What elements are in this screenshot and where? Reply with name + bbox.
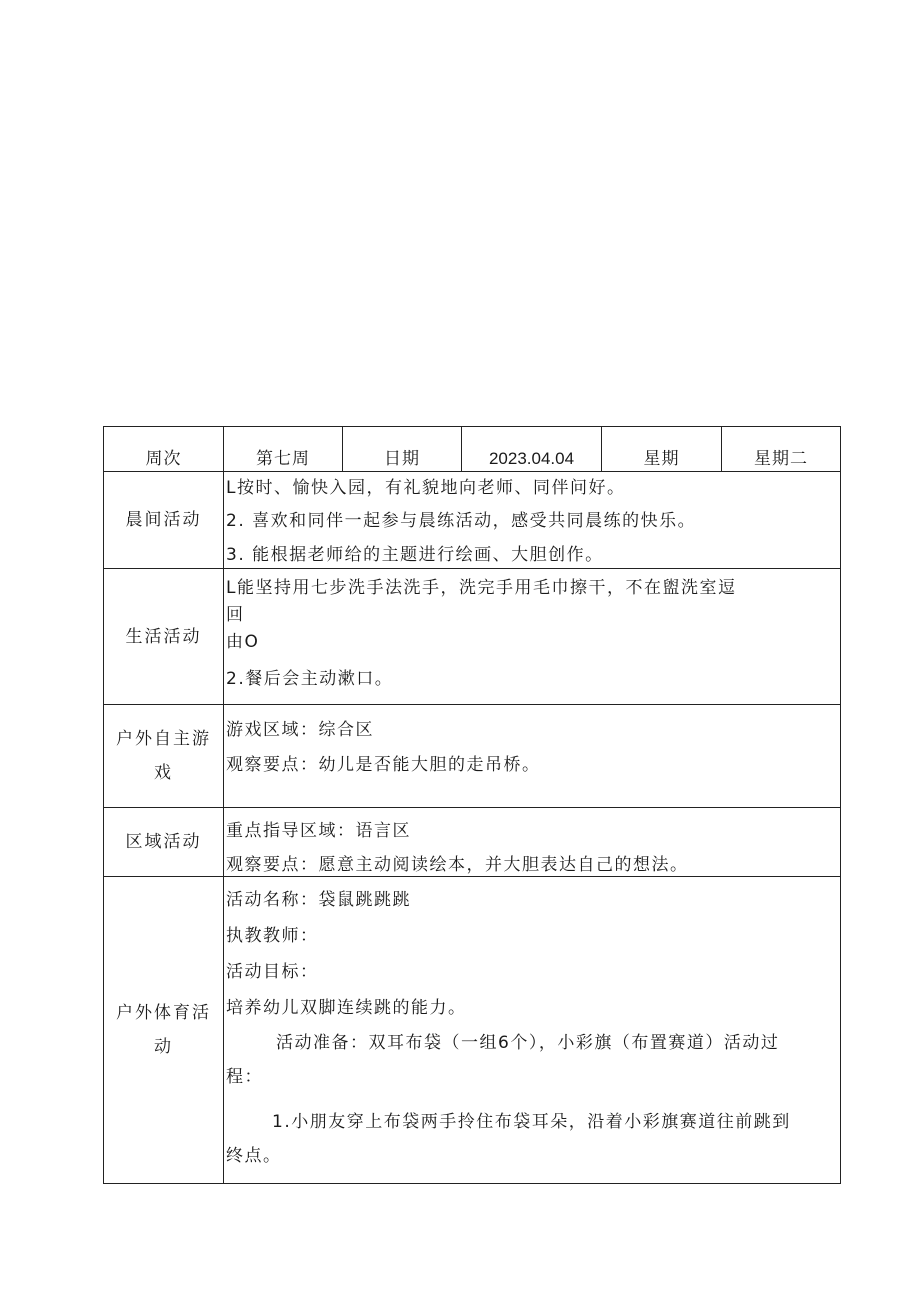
morning-line-1: L按时、愉快入园，有礼貌地向老师、同伴问好。	[226, 478, 626, 498]
life-content-cell	[223, 568, 841, 705]
weekday-value: 星期二	[754, 449, 808, 469]
week-label: 周次	[145, 449, 182, 469]
pe-label-cell	[103, 876, 224, 1184]
area-line-2: 观察要点：愿意主动阅读绘本，并大胆表达自己的想法。	[226, 855, 689, 875]
life-line-2: 回	[226, 605, 245, 625]
outdoor-free-content-cell	[223, 704, 841, 808]
pe-label-line1: 户外体育活	[116, 1003, 211, 1023]
pe-label-line2: 动	[154, 1037, 173, 1057]
area-line-1: 重点指导区域：语言区	[226, 821, 411, 841]
morning-line-3: 3. 能根据老师给的主题进行绘画、大胆创作。	[226, 545, 604, 565]
morning-label: 晨间活动	[125, 510, 202, 530]
pe-line-7: 1.小朋友穿上布袋两手拎住布袋耳朵，沿着小彩旗赛道往前跳到	[272, 1112, 791, 1132]
weekday-label: 星期	[643, 449, 680, 469]
area-label-cell	[103, 807, 224, 877]
pe-line-1: 活动名称：袋鼠跳跳跳	[226, 890, 411, 910]
pe-content-cell	[223, 876, 841, 1184]
week-value: 第七周	[256, 449, 310, 469]
date-value-cell	[461, 426, 602, 472]
pe-line-6: 程：	[226, 1067, 263, 1087]
pe-line-8: 终点。	[226, 1146, 282, 1166]
outdoor-free-line-1: 游戏区域：综合区	[226, 720, 374, 740]
outdoor-free-label-line1: 户外自主游	[116, 729, 211, 749]
area-label: 区域活动	[125, 832, 202, 852]
weekday-value-cell	[721, 426, 841, 472]
outdoor-free-label-line2: 戏	[154, 763, 173, 783]
life-label: 生活活动	[125, 626, 202, 647]
outdoor-free-label-cell	[103, 704, 224, 808]
area-content-cell	[223, 807, 841, 877]
life-line-3: 由O	[226, 632, 260, 652]
pe-line-5: 活动准备：双耳布袋（一组6个），小彩旗（布置赛道）活动过	[276, 1033, 780, 1053]
morning-line-2: 2. 喜欢和同伴一起参与晨练活动，感受共同晨练的快乐。	[226, 511, 697, 531]
morning-content-cell	[223, 471, 841, 569]
date-value: 2023.04.04	[488, 449, 575, 468]
outdoor-free-line-2: 观察要点：幼儿是否能大胆的走吊桥。	[226, 755, 541, 775]
pe-line-2: 执教教师：	[226, 926, 319, 946]
week-value-cell	[223, 426, 343, 472]
life-line-4: 2.餐后会主动漱口。	[226, 669, 394, 689]
date-label-cell	[342, 426, 462, 472]
morning-label-cell	[103, 471, 224, 569]
life-line-1: L能坚持用七步洗手法洗手，洗完手用毛巾擦干，不在盥洗室逗	[226, 578, 737, 598]
weekday-label-cell	[601, 426, 722, 472]
pe-line-4: 培养幼儿双脚连续跳的能力。	[226, 998, 467, 1018]
pe-line-3: 活动目标：	[226, 962, 319, 982]
week-label-cell	[103, 426, 224, 472]
date-label: 日期	[384, 449, 420, 469]
life-label-cell	[103, 568, 224, 705]
